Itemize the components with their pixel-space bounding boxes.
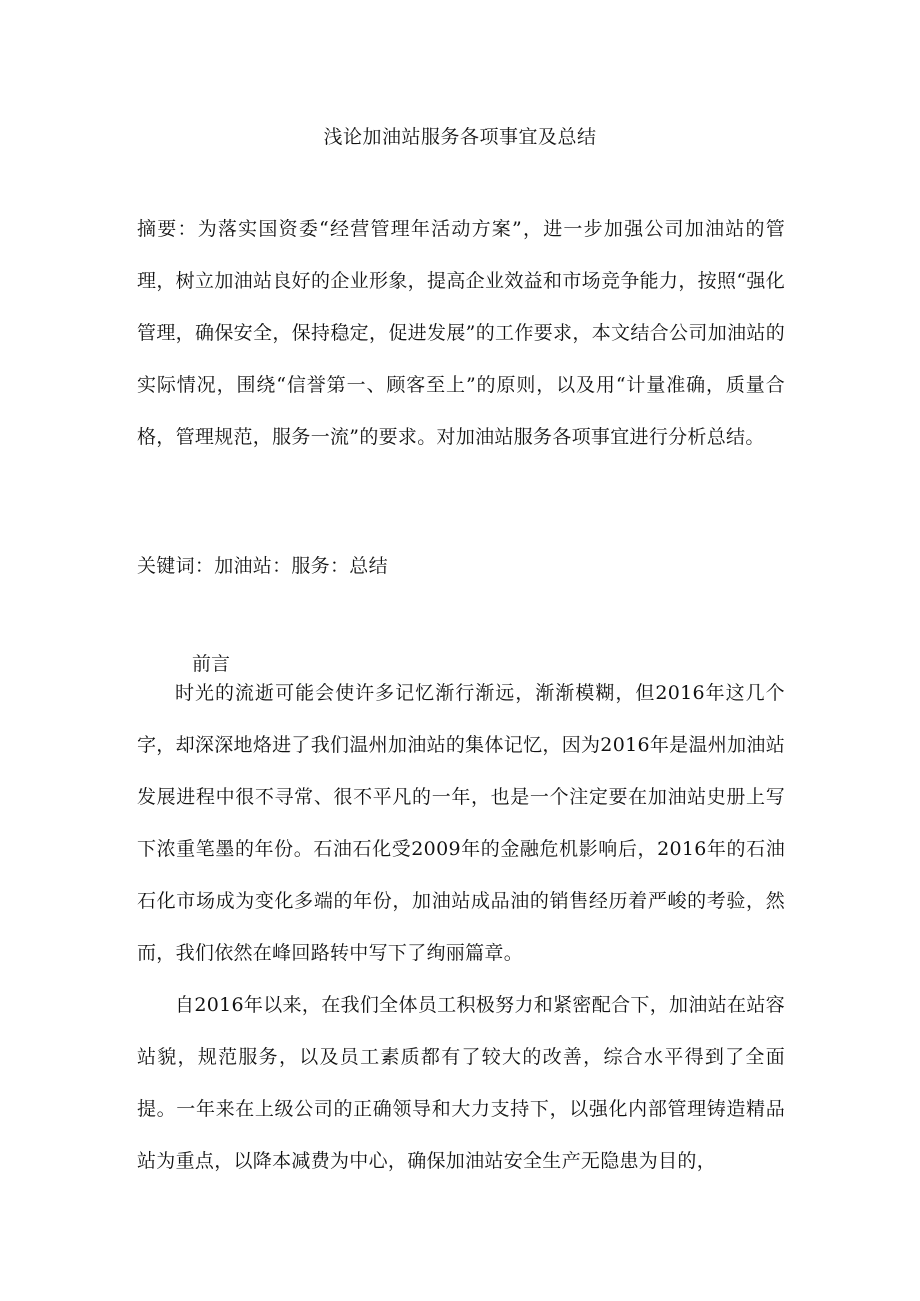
body-paragraph: 自2016年以来，在我们全体员工积极努力和紧密配合下，加油站在站容站貌，规范服务，以及员工素质都有了较大的改善，综合水平得到了全面提。一年来在上级公司的正确领导和大力支持下，以强化内部管理铸造精品站为重点，以降本减费为中心，确保加油站安全生产无隐患为目的， (137, 994, 785, 1172)
abstract-section (137, 203, 785, 463)
keywords-section (137, 540, 785, 592)
preface-body (137, 667, 785, 1187)
keywords-text: 加油站：服务：总结 (214, 555, 388, 577)
abstract-label: 摘要： (137, 218, 198, 240)
keywords-label: 关键词： (137, 555, 215, 577)
abstract-text: 为落实国资委“经营管理年活动方案”，进一步加强公司加油站的管理，树立加油站良好的企业形象，提高企业效益和市场竞争能力，按照“强化管理，确保安全，保持稳定，促进发展”的工作要求，本文结合公司加油站的实际情况，围绕“信誉第一、顾客至上”的原则，以及用“计量准确，质量合格，管理规范，服务一流”的要求。对加油站服务各项事宜进行分析总结。 (137, 218, 785, 448)
document-title: 浅论加油站服务各项事宜及总结 (323, 126, 597, 148)
preface-heading: 前言 (192, 653, 231, 675)
body-paragraph: 时光的流逝可能会使许多记忆渐行渐远，渐渐模糊，但2016年这几个字，却深深地烙进了我们温州加油站的集体记忆，因为2016年是温州加油站发展进程中很不寻常、很不平凡的一年，也是一个注定要在加油站史册上写下浓重笔墨的年份。石油石化受2009年的金融危机影响后，2016年的石油石化市场成为变化多端的年份，加油站成品油的销售经历着严峻的考验，然而，我们依然在峰回路转中写下了绚丽篇章。 (137, 682, 785, 964)
